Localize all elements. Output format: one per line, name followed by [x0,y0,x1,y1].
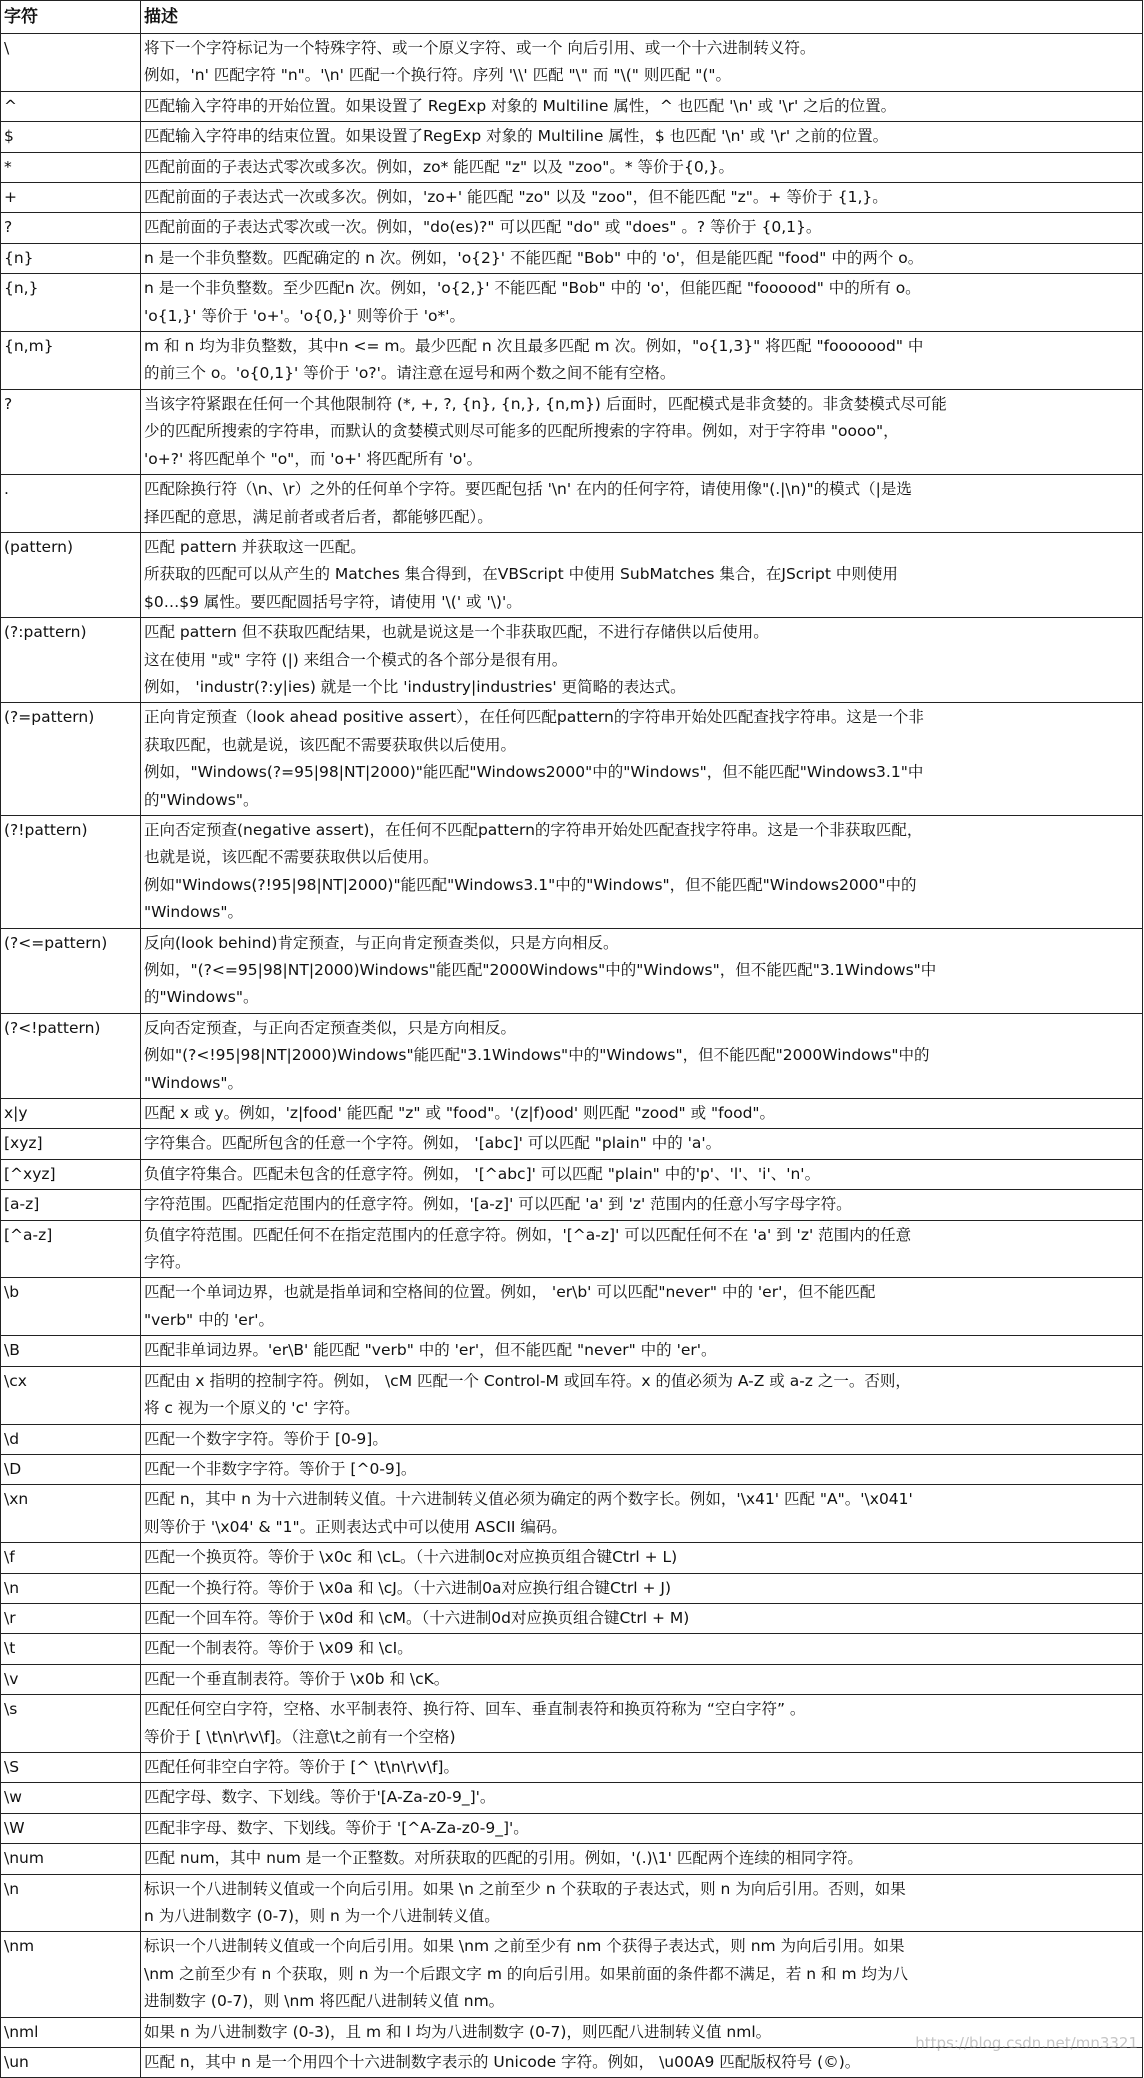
description-cell [141,1543,1143,1573]
table-row [1,1278,1143,1336]
description-cell [141,122,1143,152]
description-line: 匹配一个制表符。等价于 \x09 和 \cI。 [144,1639,413,1658]
char-cell: \d [1,1424,141,1454]
description-cell [141,928,1143,1013]
table-row [1,1366,1143,1424]
description-cell [141,91,1143,121]
description-line: 匹配 pattern 并获取这一匹配。 [144,537,366,556]
char-cell: \n [1,1573,141,1603]
description-cell [141,1783,1143,1813]
description-line: 匹配除换行符（\n、\r）之外的任何单个字符。要匹配包括 '\n' 在内的任何字符，请使用像"(.|\n)"的模式（|是选 [144,480,912,499]
description-line: n 是一个非负整数。至少匹配n 次。例如，'o{2,}' 不能匹配 "Bob" 中的 'o'，但能匹配 "foooood" 中的所有 o。 [144,279,921,298]
char-cell: ^ [1,91,141,121]
description-line: 将下一个字符标记为一个特殊字符、或一个原义字符、或一个 向后引用、或一个十六进制转义符。 [144,39,816,57]
char-cell: \w [1,1783,141,1813]
description-line: 'o{1,}' 等价于 'o+'。'o{0,}' 则等价于 'o*'。 [144,306,465,325]
description-line: 如果 n 为八进制数字 (0-3)，且 m 和 l 均为八进制数字 (0-7)，则匹配八进制转义值 nml。 [144,2022,772,2041]
description-line: 正向否定预查(negative assert)，在任何不匹配pattern的字符串开始处匹配查找字符串。这是一个非获取匹配， [144,820,923,839]
description-cell [141,274,1143,332]
char-cell: \B [1,1336,141,1366]
description-cell [141,475,1143,533]
table-row [1,34,1143,92]
description-line: 反向(look behind)肯定预查，与正向肯定预查类似，只是方向相反。 [144,933,619,952]
description-line: 例如"(?<!95|98|NT|2000)Windows"能匹配"3.1Windows"中的"Windows"，但不能匹配"2000Windows"中的 [144,1046,930,1065]
table-row [1,1159,1143,1189]
description-line: 将 c 视为一个原义的 'c' 字符。 [144,1399,360,1418]
description-line: 匹配 num，其中 num 是一个正整数。对所获取的匹配的引用。例如，'(.)\1' 匹配两个连续的相同字符。 [144,1849,863,1868]
table-row [1,1844,1143,1874]
description-line: 则等价于 '\x04' & "1"。正则表达式中可以使用 ASCII 编码。 [144,1517,567,1536]
description-line: 匹配一个垂直制表符。等价于 \x0b 和 \cK。 [144,1669,450,1688]
char-cell: {n,} [1,274,141,332]
table-row [1,2048,1143,2078]
description-line: 反向否定预查，与正向否定预查类似，只是方向相反。 [144,1018,517,1037]
table-header-row [1,1,1143,34]
description-cell [141,532,1143,617]
description-cell [141,1129,1143,1159]
char-cell: \cx [1,1366,141,1424]
description-cell [141,1752,1143,1782]
description-line: 所获取的匹配可以从产生的 Matches 集合得到，在VBScript 中使用 SubMatches 集合，在JScript 中则使用 [144,565,898,584]
description-cell [141,1573,1143,1603]
description-line: 正向肯定预查（look ahead positive assert），在任何匹配pattern的字符串开始处匹配查找字符串。这是一个非 [144,708,924,727]
char-cell: \r [1,1603,141,1633]
description-cell [141,1424,1143,1454]
table-row [1,1695,1143,1753]
table-row [1,1813,1143,1843]
char-cell: (pattern) [1,532,141,617]
description-line: 当该字符紧跟在任何一个其他限制符 (*, +, ?, {n}, {n,}, {n,m}) 后面时，匹配模式是非贪婪的。非贪婪模式尽可能 [144,394,947,413]
description-line: 少的匹配所搜索的字符串，而默认的贪婪模式则尽可能多的匹配所搜索的字符串。例如，对于字符串 "oooo"， [144,422,899,441]
table-row [1,389,1143,474]
description-cell [141,1932,1143,2017]
char-cell: \f [1,1543,141,1573]
char-cell: ? [1,213,141,243]
description-line: 字符集合。匹配所包含的任意一个字符。例如， '[abc]' 可以匹配 "plain" 中的 'a'。 [144,1134,722,1153]
table-row [1,928,1143,1013]
char-cell: [^xyz] [1,1159,141,1189]
table-row [1,1634,1143,1664]
header-description: 描述 [141,1,1143,34]
description-line: 标识一个八进制转义值或一个向后引用。如果 \nm 之前至少有 nm 个获得子表达式，则 nm 为向后引用。如果 [144,1937,905,1956]
char-cell: [^a-z] [1,1220,141,1278]
char-cell: $ [1,122,141,152]
description-line: 匹配一个数字字符。等价于 [0-9]。 [144,1429,388,1448]
description-line: 匹配一个非数字字符。等价于 [^0-9]。 [144,1459,417,1478]
description-line: 字符。 [144,1253,191,1272]
description-line: \nm 之前至少有 n 个获取，则 n 为一个后跟文字 m 的向后引用。如果前面的条件都不满足，若 n 和 m 均为八 [144,1964,909,1983]
table-row [1,475,1143,533]
description-cell [141,1099,1143,1129]
table-row [1,532,1143,617]
description-line: 这在使用 "或" 字符 (|) 来组合一个模式的各个部分是很有用。 [144,650,568,669]
char-cell: + [1,183,141,213]
description-line: 的"Windows"。 [144,988,259,1007]
description-cell [141,1813,1143,1843]
description-line: m 和 n 均为非负整数，其中n <= m。最少匹配 n 次且最多匹配 m 次。例如，"o{1,3}" 将匹配 "fooooood" 中 [144,337,924,356]
description-line: "verb" 中的 'er'。 [144,1310,274,1329]
table-row [1,1424,1143,1454]
description-line: 匹配字母、数字、下划线。等价于'[A-Za-z0-9_]'。 [144,1788,496,1807]
table-row [1,1190,1143,1220]
description-line: 等价于 [ \t\n\r\v\f]。（注意\t之前有一个空格) [144,1727,456,1746]
description-cell [141,243,1143,273]
description-cell [141,152,1143,182]
description-line: 进制数字 (0-7)，则 \nm 将匹配八进制转义值 nm。 [144,1992,505,2011]
description-line: 也就是说，该匹配不需要获取供以后使用。 [144,848,439,867]
description-line: 匹配前面的子表达式零次或多次。例如，zo* 能匹配 "z" 以及 "zoo"。* 等价于{0,}。 [144,157,735,176]
description-cell [141,1190,1143,1220]
table-row [1,1099,1143,1129]
description-cell [141,703,1143,816]
table-row [1,274,1143,332]
char-cell: \n [1,1874,141,1932]
char-cell: ? [1,389,141,474]
description-cell [141,183,1143,213]
char-cell: {n,m} [1,332,141,390]
description-cell [141,1874,1143,1932]
description-cell [141,1454,1143,1484]
table-row [1,213,1143,243]
description-cell [141,1485,1143,1543]
table-row [1,1485,1143,1543]
description-line: 匹配一个单词边界，也就是指单词和空格间的位置。例如， 'er\b' 可以匹配"never" 中的 'er'，但不能匹配 [144,1283,876,1302]
table-row [1,1932,1143,2017]
description-line: 择匹配的意思，满足前者或者后者，都能够匹配）。 [144,507,493,526]
description-cell [141,1366,1143,1424]
table-row [1,243,1143,273]
description-line: 例如， 'industr(?:y|ies) 就是一个比 'industry|industries' 更简略的表达式。 [144,677,686,696]
description-line: 匹配 n，其中 n 为十六进制转义值。十六进制转义值必须为确定的两个数字长。例如，'\x41' 匹配 "A"。'\x041' [144,1490,913,1509]
char-cell: \xn [1,1485,141,1543]
description-line: n 是一个非负整数。匹配确定的 n 次。例如，'o{2}' 不能匹配 "Bob" 中的 'o'，但是能匹配 "food" 中的两个 o。 [144,248,924,267]
description-line: 标识一个八进制转义值或一个向后引用。如果 \n 之前至少 n 个获取的子表达式，则 n 为向后引用。否则，如果 [144,1879,906,1898]
description-line: 匹配 pattern 但不获取匹配结果，也就是说这是一个非获取匹配，不进行存储供以后使用。 [144,623,769,642]
description-line: 'o+?' 将匹配单个 "o"，而 'o+' 将匹配所有 'o'。 [144,449,483,468]
table-row [1,1543,1143,1573]
description-line: 负值字符集合。匹配未包含的任意字符。例如， '[^abc]' 可以匹配 "plain" 中的'p'、'l'、'i'、'n'。 [144,1164,821,1183]
description-line: 负值字符范围。匹配任何不在指定范围内的任意字符。例如，'[^a-z]' 可以匹配任何不在 'a' 到 'z' 范围内的任意 [144,1225,912,1244]
description-line: 获取匹配，也就是说，该匹配不需要获取供以后使用。 [144,735,517,754]
table-row [1,815,1143,928]
description-cell [141,1159,1143,1189]
table-row [1,1129,1143,1159]
char-cell: \un [1,2048,141,2078]
char-cell: {n} [1,243,141,273]
char-cell: . [1,475,141,533]
description-cell [141,34,1143,92]
table-row [1,122,1143,152]
description-line: 例如，"Windows(?=95|98|NT|2000)"能匹配"Windows2000"中的"Windows"，但不能匹配"Windows3.1"中 [144,763,924,782]
description-cell [141,618,1143,703]
description-cell [141,1634,1143,1664]
table-body [1,34,1143,2078]
description-line: 的前三个 o。'o{0,1}' 等价于 'o?'。请注意在逗号和两个数之间不能有空格。 [144,364,676,383]
table-row [1,1603,1143,1633]
table-row [1,91,1143,121]
description-cell [141,815,1143,928]
char-cell: \v [1,1664,141,1694]
char-cell: (?<=pattern) [1,928,141,1013]
table-row [1,183,1143,213]
table-row [1,703,1143,816]
description-line: 匹配输入字符串的结束位置。如果设置了RegExp 对象的 Multiline 属性，$ 也匹配 '\n' 或 '\r' 之前的位置。 [144,127,889,146]
header-char: 字符 [1,1,141,34]
description-line: 匹配前面的子表达式零次或一次。例如，"do(es)?" 可以匹配 "do" 或 "does" 。? 等价于 {0,1}。 [144,218,822,237]
char-cell: [a-z] [1,1190,141,1220]
char-cell: \t [1,1634,141,1664]
table-row [1,1454,1143,1484]
description-line: 匹配 x 或 y。例如，'z|food' 能匹配 "z" 或 "food"。'(z|f)ood' 则匹配 "zood" 或 "food"。 [144,1104,776,1123]
char-cell: x|y [1,1099,141,1129]
description-line: 例如，"(?<=95|98|NT|2000)Windows"能匹配"2000Windows"中的"Windows"，但不能匹配"3.1Windows"中 [144,961,937,979]
char-cell: \S [1,1752,141,1782]
char-cell: \W [1,1813,141,1843]
table-row [1,1573,1143,1603]
description-cell [141,1336,1143,1366]
description-line: 匹配任何空白字符，空格、水平制表符、换行符、回车、垂直制表符和换页符称为 “空白字符” 。 [144,1700,806,1719]
table-row [1,1220,1143,1278]
description-cell [141,2048,1143,2078]
description-line: n 为八进制数字 (0-7)，则 n 为一个八进制转义值。 [144,1907,500,1925]
description-line: 匹配一个回车符。等价于 \x0d 和 \cM。（十六进制0d对应换页组合键Ctrl + M) [144,1608,690,1627]
description-cell [141,332,1143,390]
table-row [1,1752,1143,1782]
table-row [1,1783,1143,1813]
description-line: 匹配一个换行符。等价于 \x0a 和 \cJ。（十六进制0a对应换行组合键Ctrl + J) [144,1578,672,1597]
description-cell [141,1013,1143,1098]
table-row [1,1013,1143,1098]
char-cell: \nm [1,1932,141,2017]
description-line: 的"Windows"。 [144,790,259,809]
description-line: 例如，'n' 匹配字符 "n"。'\n' 匹配一个换行符。序列 '\\' 匹配 "\" 而 "\(" 则匹配 "("。 [144,66,732,85]
table-row [1,1874,1143,1932]
description-line: 字符范围。匹配指定范围内的任意字符。例如，'[a-z]' 可以匹配 'a' 到 'z' 范围内的任意小写字母字符。 [144,1195,852,1214]
description-line: 匹配 n，其中 n 是一个用四个十六进制数字表示的 Unicode 字符。例如， \u00A9 匹配版权符号 (©)。 [144,2053,861,2072]
char-cell: \D [1,1454,141,1484]
char-cell: \b [1,1278,141,1336]
description-line: "Windows"。 [144,1073,243,1092]
char-cell: (?:pattern) [1,618,141,703]
description-line: $0…$9 属性。要匹配圆括号字符，请使用 '\(' 或 '\)'。 [144,592,522,611]
description-line: 匹配非字母、数字、下划线。等价于 '[^A-Za-z0-9_]'。 [144,1818,529,1837]
description-line: 例如"Windows(?!95|98|NT|2000)"能匹配"Windows3.1"中的"Windows"，但不能匹配"Windows2000"中的 [144,875,917,894]
table-row [1,152,1143,182]
description-cell [141,1220,1143,1278]
char-cell: (?<!pattern) [1,1013,141,1098]
char-cell: \s [1,1695,141,1753]
table-row [1,618,1143,703]
char-cell: * [1,152,141,182]
char-cell: \ [1,34,141,92]
table-row [1,1664,1143,1694]
description-cell [141,1603,1143,1633]
char-cell: [xyz] [1,1129,141,1159]
char-cell: (?!pattern) [1,815,141,928]
table-row [1,1336,1143,1366]
char-cell: (?=pattern) [1,703,141,816]
description-cell [141,1664,1143,1694]
watermark: https://blog.csdn.net/mn3321 [915,2034,1138,2052]
description-line: 匹配前面的子表达式一次或多次。例如，'zo+' 能匹配 "zo" 以及 "zoo"，但不能匹配 "z"。+ 等价于 {1,}。 [144,188,888,207]
description-line: 匹配由 x 指明的控制字符。例如， \cM 匹配一个 Control-M 或回车符。x 的值必须为 A-Z 或 a-z 之一。否则， [144,1371,911,1390]
char-cell: \nml [1,2017,141,2047]
description-line: "Windows"。 [144,903,243,922]
description-cell [141,389,1143,474]
description-cell [141,1278,1143,1336]
description-cell [141,1695,1143,1753]
description-line: 匹配输入字符串的开始位置。如果设置了 RegExp 对象的 Multiline 属性，^ 也匹配 '\n' 或 '\r' 之后的位置。 [144,96,897,115]
description-line: 匹配任何非空白字符。等价于 [^ \t\n\r\v\f]。 [144,1757,459,1776]
char-cell: \num [1,1844,141,1874]
description-line: 匹配一个换页符。等价于 \x0c 和 \cL。（十六进制0c对应换页组合键Ctrl + L) [144,1548,678,1567]
description-cell [141,1844,1143,1874]
description-line: 匹配非单词边界。'er\B' 能匹配 "verb" 中的 'er'，但不能匹配 "never" 中的 'er'。 [144,1341,717,1360]
description-cell [141,213,1143,243]
table-row [1,332,1143,390]
